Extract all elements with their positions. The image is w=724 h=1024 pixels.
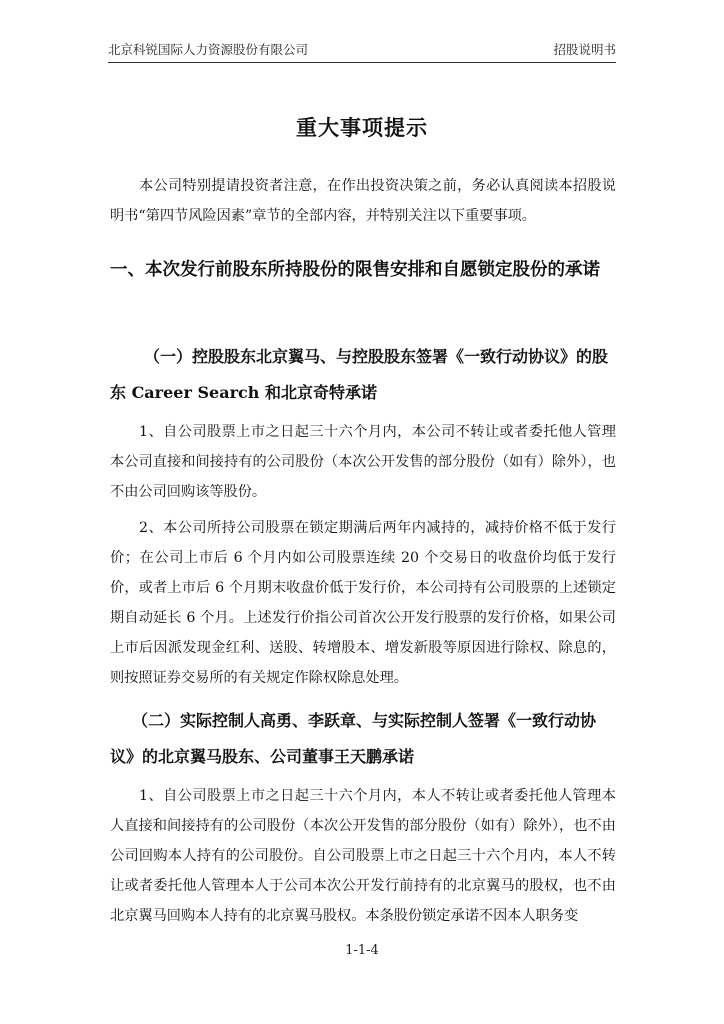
header-document-type: 招股说明书 bbox=[553, 42, 616, 57]
section-1-heading: 一、本次发行前股东所持股份的限售安排和自愿锁定股份的承诺 bbox=[110, 260, 600, 280]
section-1-2-heading-text: （二）实际控制人高勇、李跃章、与实际控制人签署《一致行动协议》的北京翼马股东、公司董事王天鹏承诺 bbox=[110, 711, 597, 766]
section-1-1-heading-text: （一）控股股东北京翼马、与控股股东签署《一致行动协议》的股东 Career Search 和北京奇特承诺 bbox=[110, 347, 609, 402]
intro-paragraph: 本公司特别提请投资者注意，在作出投资决策之前，务必认真阅读本招股说明书“第四节风险因素”章节的全部内容，并特别关注以下重要事项。 bbox=[110, 178, 616, 224]
section-1-1-paragraph-1: 1、自公司股票上市之日起三十六个月内，本公司不转让或者委托他人管理本公司直接和间接持有的公司股份（本次公开发售的部分股份（如有）除外），也不由公司回购该等股份。 bbox=[110, 424, 616, 500]
section-1-1-paragraph-2: 2、本公司所持公司股票在锁定期满后两年内减持的，减持价格不低于发行价；在公司上市后 6 个月内如公司股票连续 20 个交易日的收盘价均低于发行价，或者上市后 6 个月期末收盘价低于发行价，本公司持有公司股票的上述锁定期自动延长 6 个月。上述发行价指公司首次公开发行股票的发行价格，如果公司上市后因派发现金红利、送股、转增股本、增发新股等原因进行除权、除息的，则按照证券交易所的有关规定作除权除息处理。 bbox=[110, 520, 616, 686]
section-1-2-heading bbox=[110, 703, 620, 775]
page-title: 重大事项提示 bbox=[296, 115, 428, 140]
page-header bbox=[108, 40, 616, 62]
header-divider bbox=[108, 62, 616, 63]
section-1-1-heading bbox=[110, 339, 620, 411]
section-1-2-paragraph-1: 1、自公司股票上市之日起三十六个月内，本人不转让或者委托他人管理本人直接和间接持有的公司股份（本次公开发售的部分股份（如有）除外），也不由公司回购本人持有的公司股份。自公司股票上市之日起三十六个月内，本人不转让或者委托他人管理本人于公司本次公开发行前持有的北京翼马的股权，也不由北京翼马回购本人持有的北京翼马股权。本条股份锁定承诺不因本人职务变 bbox=[110, 788, 616, 924]
header-company-name: 北京科锐国际人力资源股份有限公司 bbox=[108, 42, 309, 57]
page-number: 1-1-4 bbox=[345, 943, 379, 958]
